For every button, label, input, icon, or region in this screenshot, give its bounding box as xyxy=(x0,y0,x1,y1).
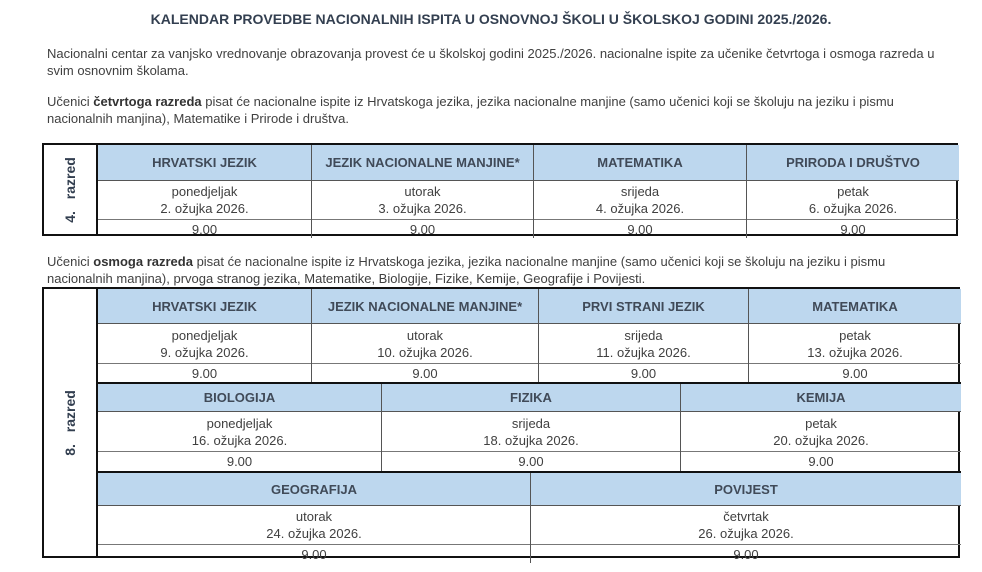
exam-time: 9.00 xyxy=(191,221,218,237)
grade8-label: 8. razred xyxy=(62,389,78,456)
exam-date-cell xyxy=(312,324,538,364)
exam-time: 9.00 xyxy=(191,365,218,381)
subject-header: BIOLOGIJA xyxy=(98,384,381,412)
exam-day: utorak xyxy=(295,509,333,524)
exam-date: 20. ožujka 2026. xyxy=(773,432,869,448)
exam-date-cell xyxy=(382,412,680,452)
exam-date-cell xyxy=(312,181,533,220)
exam-column xyxy=(311,289,538,382)
exam-column xyxy=(748,289,961,382)
exam-date-cell xyxy=(534,181,746,220)
exam-date-cell xyxy=(749,324,961,364)
exam-date: 3. ožujka 2026. xyxy=(378,201,467,216)
exam-day: utorak xyxy=(404,184,441,199)
exam-date-cell xyxy=(98,181,311,220)
exam-day: petak xyxy=(805,415,837,431)
exam-date-cell xyxy=(531,506,961,545)
exam-row-group xyxy=(98,382,961,471)
grade-label-cell xyxy=(44,145,98,234)
grade4-table xyxy=(42,143,958,236)
subject-header: HRVATSKI JEZIK xyxy=(98,289,311,324)
exam-column xyxy=(538,289,748,382)
exam-row-group xyxy=(98,471,961,563)
exam-time: 9.00 xyxy=(808,454,834,469)
exam-date-cell xyxy=(98,506,530,545)
exam-time: 9.00 xyxy=(409,221,436,237)
exam-column xyxy=(381,384,680,471)
exam-date: 11. ožujka 2026. xyxy=(596,344,691,360)
exam-column xyxy=(746,145,959,238)
exam-day: srijeda xyxy=(511,415,551,431)
exam-time: 9.00 xyxy=(518,454,544,469)
exam-day: utorak xyxy=(406,327,444,343)
exam-day: ponedjeljak xyxy=(171,184,238,199)
subject-header: MATEMATIKA xyxy=(534,145,746,181)
bold-text: osmoga razreda xyxy=(93,254,193,269)
exam-row-group xyxy=(98,145,959,238)
exam-date-cell xyxy=(681,412,961,452)
exam-date: 9. ožujka 2026. xyxy=(160,344,249,360)
intro-paragraph: Nacionalni centar za vanjsko vrednovanje obrazovanja provest će u školskoj godini 2025./2026. nacionalne ispite za učenike četvrtoga i osmoga razreda u svim osnovnim školama. xyxy=(47,46,935,78)
subject-header: PRIRODA I DRUŠTVO xyxy=(747,145,959,181)
grade8-table xyxy=(42,287,960,562)
exam-date-cell xyxy=(98,324,311,364)
exam-date-cell xyxy=(539,324,748,364)
exam-day: četvrtak xyxy=(723,509,769,524)
subject-header: POVIJEST xyxy=(531,473,961,506)
subject-header: GEOGRAFIJA xyxy=(98,473,530,506)
exam-date: 2. ožujka 2026. xyxy=(160,201,249,216)
grade4-paragraph xyxy=(47,93,947,127)
exam-day: srijeda xyxy=(624,327,663,343)
exam-time: 9.00 xyxy=(226,454,253,469)
grade8-rows xyxy=(98,289,961,562)
exam-date: 10. ožujka 2026. xyxy=(377,344,473,360)
exam-column xyxy=(98,289,311,382)
exam-column xyxy=(98,473,530,563)
page-title: KALENDAR PROVEDBE NACIONALNIH ISPITA U OSNOVNOJ ŠKOLI U ŠKOLSKOJ GODINI 2025./2026. xyxy=(150,11,832,27)
exam-column xyxy=(311,145,533,238)
exam-time: 9.00 xyxy=(733,546,759,562)
exam-time: 9.00 xyxy=(627,221,653,237)
exam-date: 18. ožujka 2026. xyxy=(483,432,579,448)
subject-header: KEMIJA xyxy=(681,384,961,412)
exam-time: 9.00 xyxy=(630,365,657,381)
exam-date: 13. ožujka 2026. xyxy=(807,344,903,360)
exam-column xyxy=(680,384,961,471)
grade8-paragraph xyxy=(47,253,947,287)
subject-header: JEZIK NACIONALNE MANJINE* xyxy=(312,289,538,324)
text: pisat će nacionalne ispite iz Hrvatskoga jezika, jezika nacionalne manjine (samo učenici koji se školuju na jeziku i pismu nacionalnih manjina), prvoga stranog jezika, Matematike, Biologije, Fizike, Kemije, Geografije i Povijesti. xyxy=(47,254,886,286)
exam-column xyxy=(530,473,961,563)
exam-date: 26. ožujka 2026. xyxy=(698,526,794,541)
exam-time: 9.00 xyxy=(840,221,866,237)
subject-header: HRVATSKI JEZIK xyxy=(98,145,311,181)
text: pisat će nacionalne ispite iz Hrvatskoga jezika, jezika nacionalne manjine (samo učenici koji se školuju na jeziku i pismu nacionalnih manjina), Matematike i Prirode i društva. xyxy=(47,94,894,126)
exam-day: petak xyxy=(837,184,869,199)
exam-date: 16. ožujka 2026. xyxy=(191,432,288,448)
exam-day: ponedjeljak xyxy=(171,327,238,343)
exam-time: 9.00 xyxy=(842,365,868,381)
exam-date: 6. ožujka 2026. xyxy=(808,201,898,216)
exam-day: srijeda xyxy=(620,184,660,199)
bold-text: četvrtoga razreda xyxy=(93,94,202,109)
subject-header: MATEMATIKA xyxy=(749,289,961,324)
text: Učenici xyxy=(47,254,94,269)
exam-date-cell xyxy=(98,412,381,452)
exam-day: petak xyxy=(839,327,871,343)
exam-time: 9.00 xyxy=(301,546,327,562)
exam-date: 24. ožujka 2026. xyxy=(266,526,362,541)
exam-date-cell xyxy=(747,181,959,220)
exam-column xyxy=(98,384,381,471)
exam-date: 4. ožujka 2026. xyxy=(595,201,685,216)
exam-time: 9.00 xyxy=(412,365,438,381)
text: Učenici xyxy=(47,94,94,109)
grade4-rows xyxy=(98,145,959,237)
subject-header: FIZIKA xyxy=(382,384,680,412)
exam-day: ponedjeljak xyxy=(206,415,273,431)
grade4-label: 4. razred xyxy=(62,156,78,223)
subject-header: PRVI STRANI JEZIK xyxy=(539,289,748,324)
grade-label-cell xyxy=(44,289,98,556)
exam-row-group xyxy=(98,289,961,382)
subject-header: JEZIK NACIONALNE MANJINE* xyxy=(312,145,533,181)
exam-column xyxy=(533,145,746,238)
exam-column xyxy=(98,145,311,238)
